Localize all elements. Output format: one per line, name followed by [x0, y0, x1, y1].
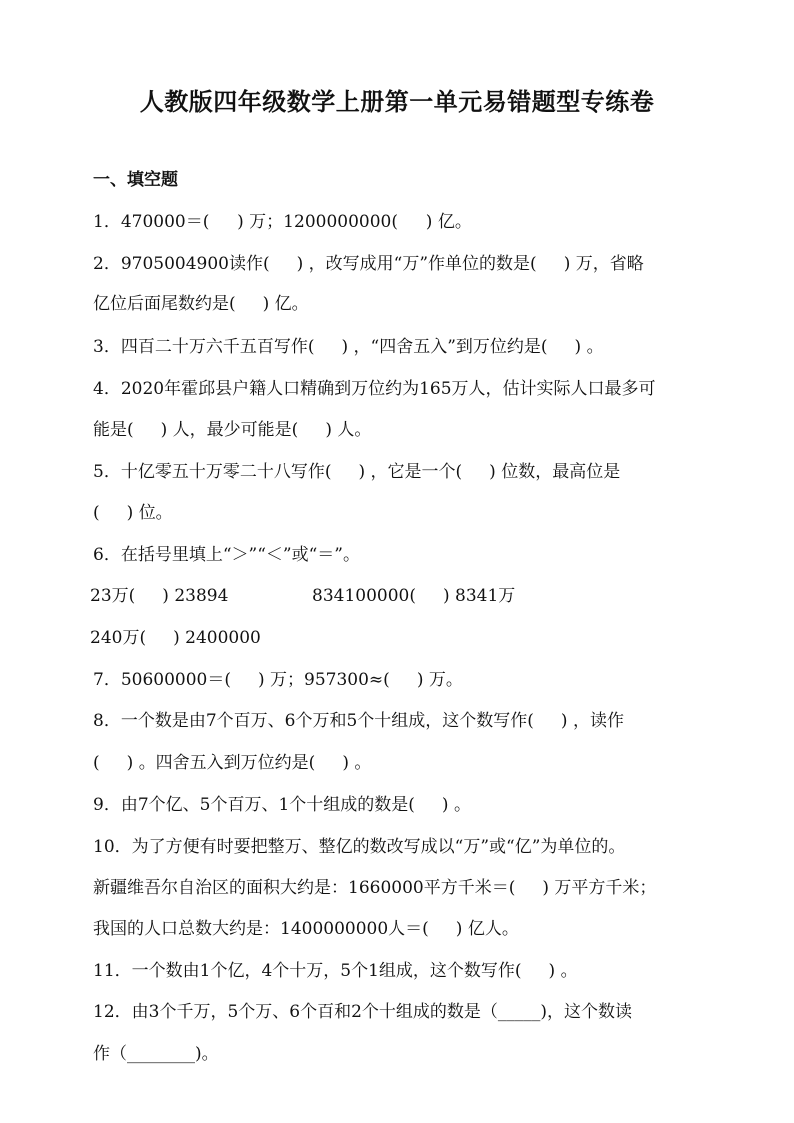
question-5-line-1: 5．十亿零五十万零二十八写作( ) ，它是一个( ) 位数，最高位是	[93, 462, 621, 482]
question-10-line-3: 我国的人口总数大约是：1400000000人＝( ) 亿人。	[93, 919, 519, 939]
question-3-line: 3．四百二十万六千五百写作( ) ，“四舍五入”到万位约是( ) 。	[93, 337, 604, 357]
comparison-23wan: 23万( ) 23894	[90, 586, 229, 606]
section-heading-fill-in: 一、填空题	[93, 170, 178, 190]
question-1-line: 1．470000＝( ) 万；1200000000( ) 亿。	[93, 212, 472, 232]
question-7-line: 7．50600000＝( ) 万；957300≈( ) 万。	[93, 670, 463, 690]
page-title: 人教版四年级数学上册第一单元易错题型专练卷	[139, 87, 655, 116]
comparison-240wan: 240万( ) 2400000	[90, 628, 261, 648]
question-12-line-2: 作（________)。	[93, 1044, 219, 1064]
question-12-line-1: 12．由3个千万，5个万、6个百和2个十组成的数是（_____)，这个数读	[93, 1002, 633, 1022]
question-8-line-1: 8．一个数是由7个百万、6个万和5个十组成，这个数写作( ) ，读作	[93, 711, 624, 731]
question-4-line-1: 4．2020年霍邱县户籍人口精确到万位约为165万人，估计实际人口最多可	[93, 379, 656, 399]
question-4-line-2: 能是( ) 人，最少可能是( ) 人。	[93, 420, 372, 440]
question-10-line-1: 10．为了方便有时要把整万、整亿的数改写成以“万”或“亿”为单位的。	[93, 837, 626, 857]
question-2-line-1: 2．9705004900读作( ) ，改写成用“万”作单位的数是( ) 万，省略	[93, 254, 644, 274]
question-5-line-2: ( ) 位。	[93, 503, 173, 523]
comparison-834100000: 834100000( ) 8341万	[312, 586, 516, 606]
question-9-line: 9．由7个亿、5个百万、1个十组成的数是( ) 。	[93, 795, 471, 815]
question-2-line-2: 亿位后面尾数约是( ) 亿。	[93, 294, 309, 314]
question-10-line-2: 新疆维吾尔自治区的面积大约是：1660000平方千米＝( ) 万平方千米；	[93, 878, 657, 898]
question-11-line: 11．一个数由1个亿，4个十万，5个1组成，这个数写作( ) 。	[93, 961, 578, 981]
question-6-line: 6．在括号里填上“＞”“＜”或“＝”。	[93, 545, 360, 565]
question-8-line-2: ( ) 。四舍五入到万位约是( ) 。	[93, 753, 372, 773]
